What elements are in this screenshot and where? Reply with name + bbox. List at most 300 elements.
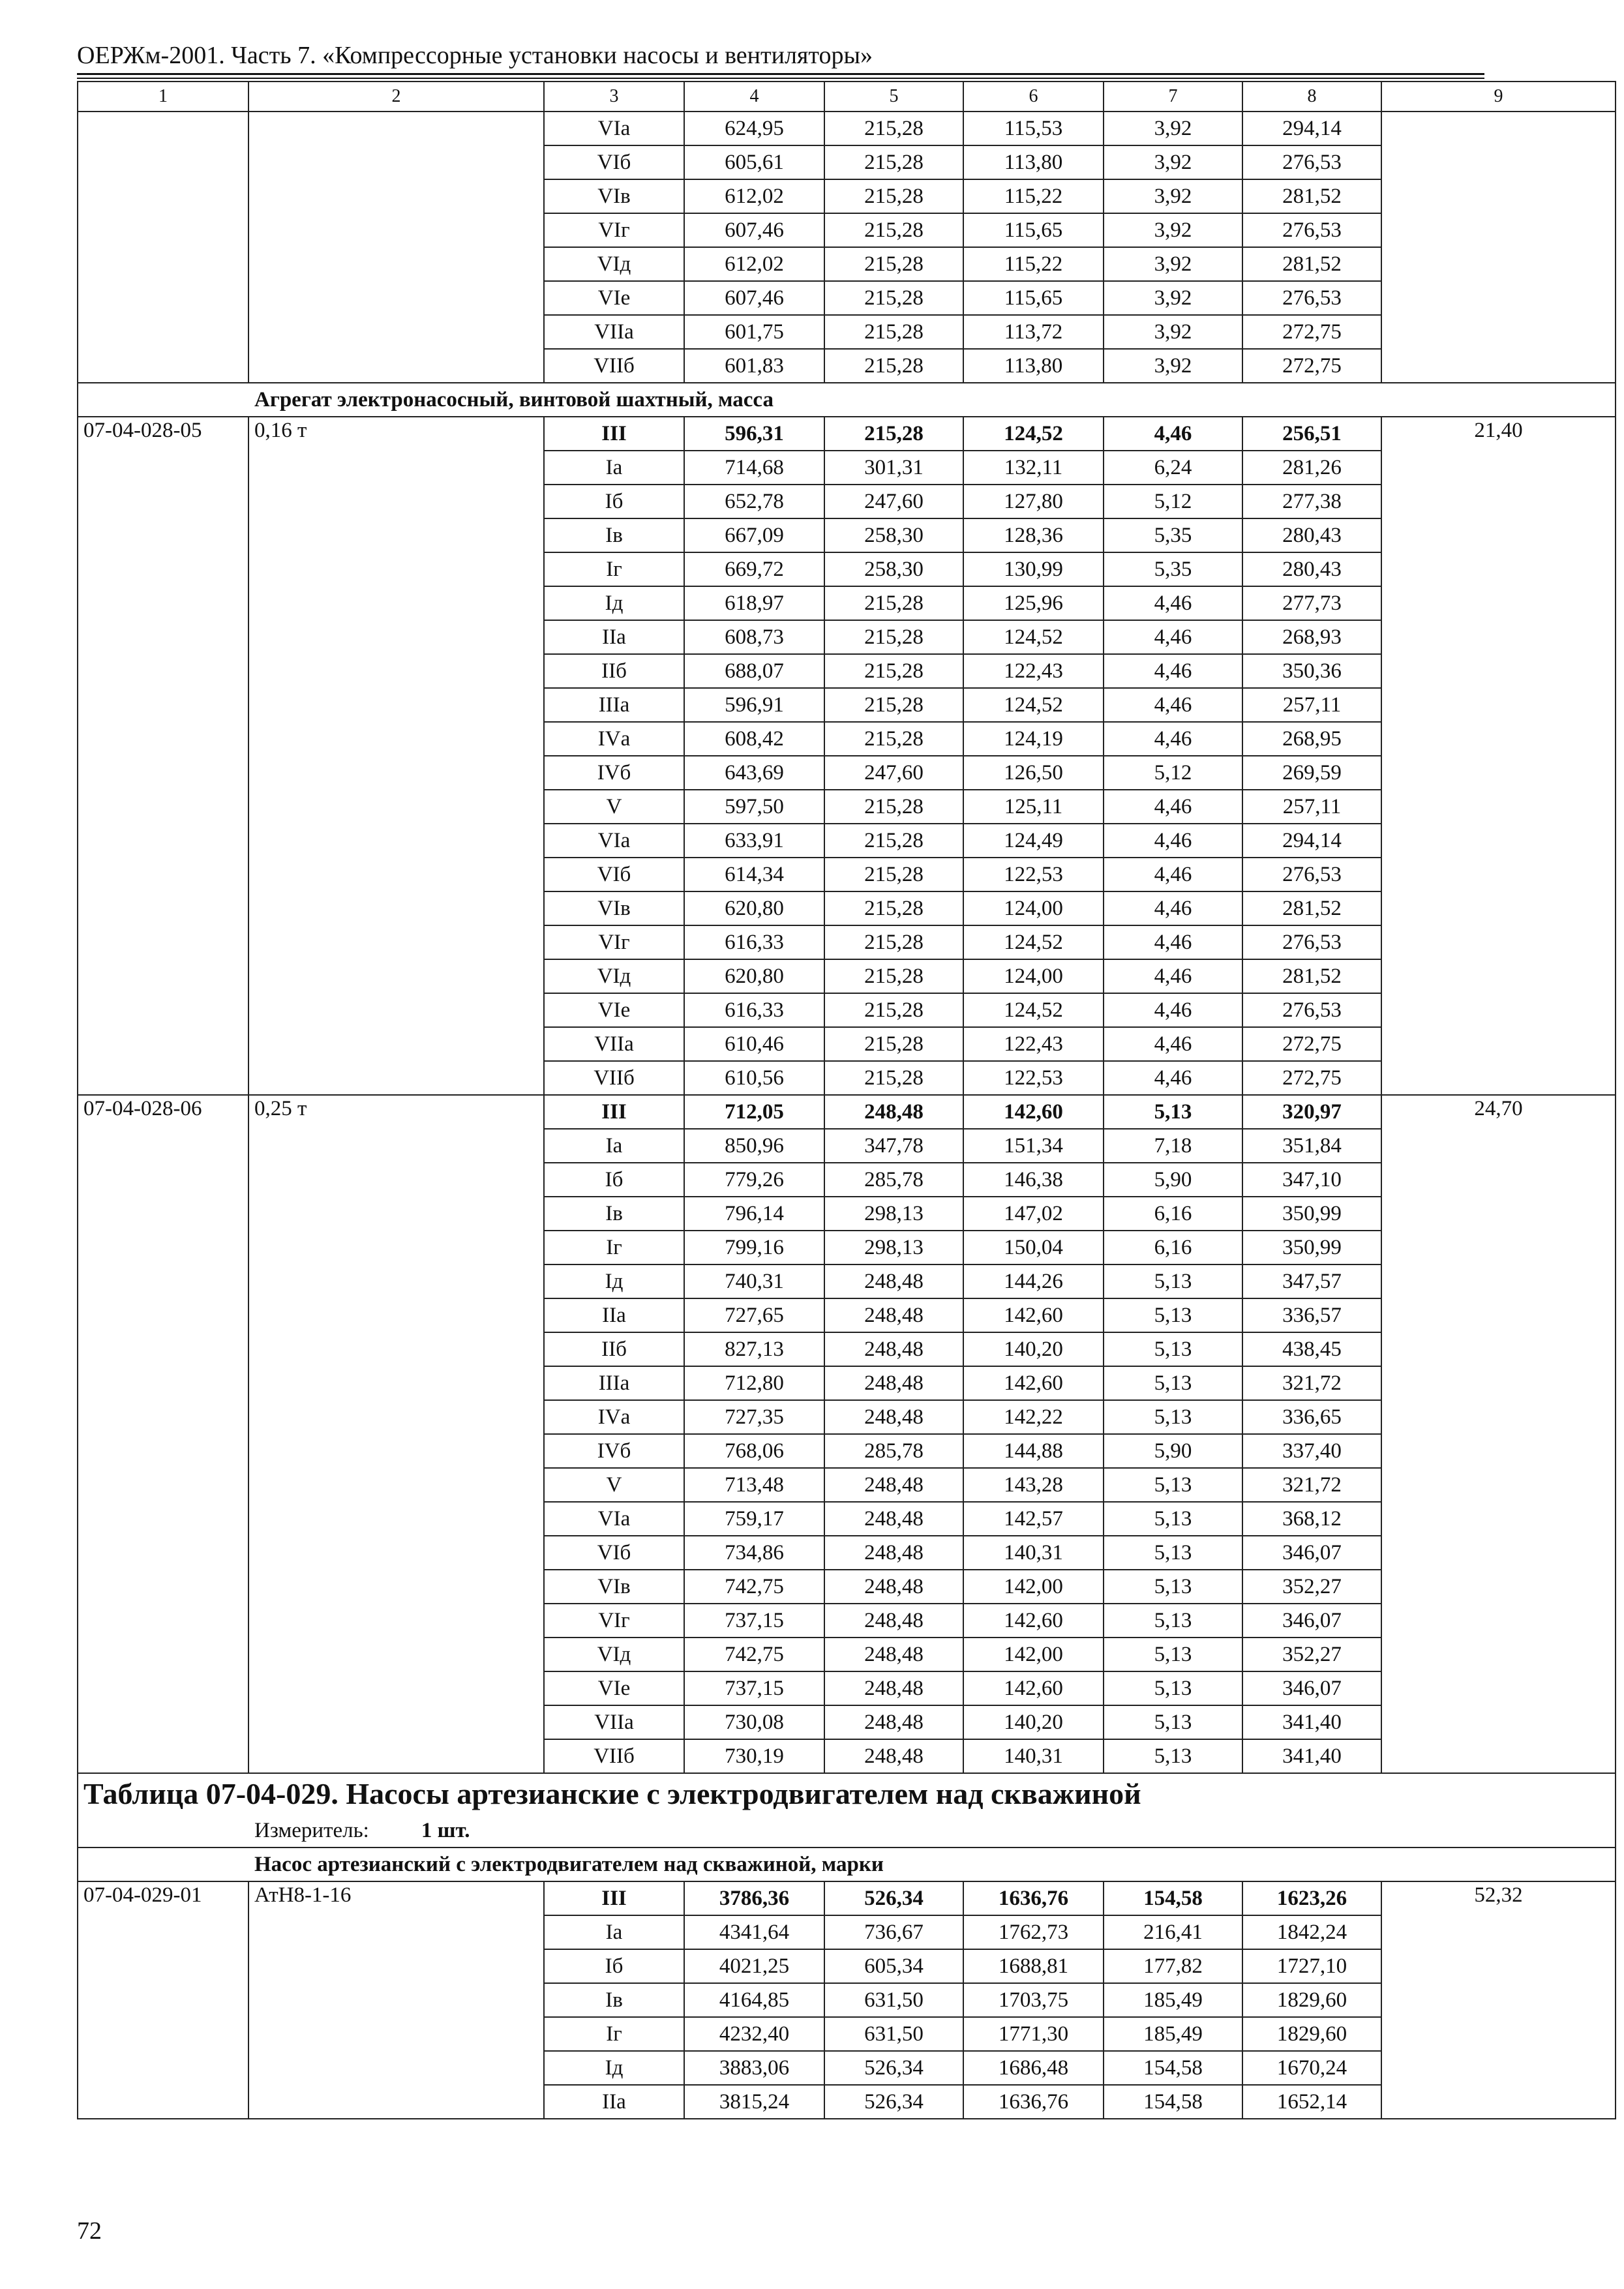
wages: 215,28 [824,247,963,281]
wages: 631,50 [824,2017,963,2051]
machinist-wages: 4,46 [1104,620,1242,654]
materials-cost: 276,53 [1242,858,1381,891]
total-cost: 727,65 [684,1298,824,1332]
machine-cost: 127,80 [963,485,1104,518]
materials-cost: 272,75 [1242,1061,1381,1095]
wages: 215,28 [824,891,963,925]
wages: 248,48 [824,1739,963,1773]
region-zone: Iв [544,1983,684,2017]
region-zone: VIг [544,1604,684,1638]
machinist-wages: 5,90 [1104,1163,1242,1197]
row-code: 07-04-029-01 [78,1881,248,2119]
total-cost: 605,61 [684,145,824,179]
machine-cost: 115,22 [963,247,1104,281]
materials-cost: 352,27 [1242,1570,1381,1604]
materials-cost: 438,45 [1242,1332,1381,1366]
machine-cost: 1771,30 [963,2017,1104,2051]
machine-cost: 132,11 [963,451,1104,485]
machinist-wages: 7,18 [1104,1129,1242,1163]
region-zone: VIIб [544,349,684,383]
materials-cost: 276,53 [1242,281,1381,315]
machine-cost: 126,50 [963,756,1104,790]
total-cost: 620,80 [684,959,824,993]
materials-cost: 346,07 [1242,1604,1381,1638]
labor-cost: 52,32 [1381,1881,1616,2119]
region-zone: Iв [544,1197,684,1231]
machine-cost: 142,60 [963,1095,1104,1129]
materials-cost: 350,36 [1242,654,1381,688]
machinist-wages: 4,46 [1104,925,1242,959]
materials-cost: 272,75 [1242,1027,1381,1061]
region-zone: IIа [544,620,684,654]
region-zone: VIд [544,1638,684,1671]
materials-cost: 321,72 [1242,1366,1381,1400]
machinist-wages: 185,49 [1104,2017,1242,2051]
price-table [77,81,1616,2119]
machinist-wages: 3,92 [1104,349,1242,383]
machine-cost: 113,72 [963,315,1104,349]
total-cost: 827,13 [684,1332,824,1366]
machine-cost: 124,00 [963,891,1104,925]
region-zone: VIе [544,281,684,315]
machine-cost: 151,34 [963,1129,1104,1163]
wages: 347,78 [824,1129,963,1163]
column-number: 4 [684,82,824,112]
wages: 215,28 [824,112,963,145]
total-cost: 768,06 [684,1434,824,1468]
region-zone: IIб [544,654,684,688]
machinist-wages: 5,13 [1104,1739,1242,1773]
wages: 215,28 [824,315,963,349]
materials-cost: 336,65 [1242,1400,1381,1434]
machine-cost: 128,36 [963,518,1104,552]
total-cost: 796,14 [684,1197,824,1231]
machinist-wages: 5,13 [1104,1095,1242,1129]
total-cost: 713,48 [684,1468,824,1502]
machinist-wages: 4,46 [1104,654,1242,688]
total-cost: 3815,24 [684,2085,824,2119]
machine-cost: 140,31 [963,1536,1104,1570]
materials-cost: 269,59 [1242,756,1381,790]
region-zone: VIа [544,824,684,858]
wages: 215,28 [824,858,963,891]
total-cost: 643,69 [684,756,824,790]
measure-cell [78,1814,1616,1848]
materials-cost: 277,38 [1242,485,1381,518]
wages: 247,60 [824,756,963,790]
machine-cost: 143,28 [963,1468,1104,1502]
total-cost: 779,26 [684,1163,824,1197]
machine-cost: 125,96 [963,586,1104,620]
machinist-wages: 5,90 [1104,1434,1242,1468]
machine-cost: 122,53 [963,858,1104,891]
region-zone: Iг [544,2017,684,2051]
header-rule [77,73,1484,75]
total-cost: 616,33 [684,993,824,1027]
total-cost: 737,15 [684,1604,824,1638]
total-cost: 608,73 [684,620,824,654]
region-zone: Iг [544,1231,684,1264]
total-cost: 850,96 [684,1129,824,1163]
wages: 215,28 [824,993,963,1027]
section-heading-row [78,1848,1616,1881]
machinist-wages: 4,46 [1104,993,1242,1027]
wages: 248,48 [824,1095,963,1129]
machine-cost: 140,20 [963,1332,1104,1366]
row-name [248,112,544,383]
machinist-wages: 3,92 [1104,315,1242,349]
column-number: 1 [78,82,248,112]
machinist-wages: 5,12 [1104,485,1242,518]
machinist-wages: 5,13 [1104,1264,1242,1298]
wages: 215,28 [824,586,963,620]
wages: 215,28 [824,688,963,722]
machinist-wages: 5,35 [1104,518,1242,552]
wages: 215,28 [824,213,963,247]
wages: 215,28 [824,179,963,213]
region-zone: IVб [544,756,684,790]
column-number: 8 [1242,82,1381,112]
machinist-wages: 6,24 [1104,451,1242,485]
materials-cost: 256,51 [1242,417,1381,451]
region-zone: VIг [544,213,684,247]
total-cost: 759,17 [684,1502,824,1536]
region-zone: VIIа [544,1027,684,1061]
machinist-wages: 5,13 [1104,1366,1242,1400]
materials-cost: 281,52 [1242,891,1381,925]
region-zone: Iб [544,1163,684,1197]
total-cost: 610,46 [684,1027,824,1061]
materials-cost: 1829,60 [1242,1983,1381,2017]
machine-cost: 122,53 [963,1061,1104,1095]
machinist-wages: 5,13 [1104,1536,1242,1570]
machine-cost: 140,31 [963,1739,1104,1773]
machinist-wages: 5,13 [1104,1604,1242,1638]
materials-cost: 276,53 [1242,145,1381,179]
table-title-row [78,1773,1616,1814]
machine-cost: 113,80 [963,145,1104,179]
table-title: Таблица 07-04-029. Насосы артезианские с электродвигателем над скважиной [78,1773,1616,1814]
machine-cost: 142,00 [963,1638,1104,1671]
row-name: АтН8-1-16 [248,1881,544,2119]
materials-cost: 1727,10 [1242,1949,1381,1983]
materials-cost: 350,99 [1242,1231,1381,1264]
machinist-wages: 5,13 [1104,1298,1242,1332]
region-zone: Iб [544,1949,684,1983]
machine-cost: 142,60 [963,1298,1104,1332]
total-cost: 737,15 [684,1671,824,1705]
machine-cost: 124,52 [963,993,1104,1027]
measure-label: Измеритель: [254,1819,369,1842]
materials-cost: 336,57 [1242,1298,1381,1332]
column-number: 6 [963,82,1104,112]
machinist-wages: 3,92 [1104,112,1242,145]
region-zone: V [544,1468,684,1502]
wages: 526,34 [824,1881,963,1915]
measure-row [78,1814,1616,1848]
wages: 248,48 [824,1536,963,1570]
materials-cost: 268,95 [1242,722,1381,756]
total-cost: 652,78 [684,485,824,518]
machine-cost: 1762,73 [963,1915,1104,1949]
region-zone: IIIа [544,688,684,722]
materials-cost: 321,72 [1242,1468,1381,1502]
total-cost: 730,19 [684,1739,824,1773]
region-zone: VIд [544,959,684,993]
machine-cost: 124,52 [963,688,1104,722]
total-cost: 612,02 [684,179,824,213]
materials-cost: 337,40 [1242,1434,1381,1468]
wages: 248,48 [824,1705,963,1739]
region-zone: Iв [544,518,684,552]
machine-cost: 115,65 [963,213,1104,247]
total-cost: 618,97 [684,586,824,620]
machinist-wages: 3,92 [1104,179,1242,213]
machine-cost: 142,22 [963,1400,1104,1434]
wages: 215,28 [824,417,963,451]
materials-cost: 347,10 [1242,1163,1381,1197]
wages: 526,34 [824,2051,963,2085]
total-cost: 601,75 [684,315,824,349]
wages: 285,78 [824,1163,963,1197]
machine-cost: 115,65 [963,281,1104,315]
total-cost: 740,31 [684,1264,824,1298]
machinist-wages: 4,46 [1104,1027,1242,1061]
wages: 301,31 [824,451,963,485]
wages: 247,60 [824,485,963,518]
materials-cost: 272,75 [1242,349,1381,383]
materials-cost: 1842,24 [1242,1915,1381,1949]
wages: 248,48 [824,1570,963,1604]
machinist-wages: 185,49 [1104,1983,1242,2017]
machine-cost: 124,52 [963,925,1104,959]
total-cost: 4164,85 [684,1983,824,2017]
region-zone: Iг [544,552,684,586]
total-cost: 712,05 [684,1095,824,1129]
machine-cost: 122,43 [963,654,1104,688]
materials-cost: 281,26 [1242,451,1381,485]
machine-cost: 142,60 [963,1604,1104,1638]
region-zone: Iа [544,451,684,485]
machinist-wages: 5,12 [1104,756,1242,790]
machine-cost: 115,22 [963,179,1104,213]
region-zone: IIа [544,1298,684,1332]
materials-cost: 352,27 [1242,1638,1381,1671]
region-zone: VIб [544,1536,684,1570]
region-zone: III [544,1095,684,1129]
labor-cost: 21,40 [1381,417,1616,1095]
wages: 258,30 [824,552,963,586]
wages: 285,78 [824,1434,963,1468]
region-zone: IIб [544,1332,684,1366]
machinist-wages: 5,13 [1104,1671,1242,1705]
region-zone: VIе [544,1671,684,1705]
region-zone: Iа [544,1129,684,1163]
total-cost: 608,42 [684,722,824,756]
machinist-wages: 4,46 [1104,417,1242,451]
machinist-wages: 4,46 [1104,824,1242,858]
row-name: 0,25 т [248,1095,544,1773]
machinist-wages: 5,13 [1104,1332,1242,1366]
machinist-wages: 5,13 [1104,1638,1242,1671]
machinist-wages: 4,46 [1104,586,1242,620]
page-header-title: ОЕРЖм-2001. Часть 7. «Компрессорные установки насосы и вентиляторы» [77,42,873,69]
wages: 631,50 [824,1983,963,2017]
header-rule [77,78,1484,79]
materials-cost: 257,11 [1242,790,1381,824]
section-heading-row [78,383,1616,417]
wages: 215,28 [824,824,963,858]
total-cost: 616,33 [684,925,824,959]
total-cost: 610,56 [684,1061,824,1095]
machinist-wages: 5,35 [1104,552,1242,586]
wages: 215,28 [824,722,963,756]
machine-cost: 144,26 [963,1264,1104,1298]
machine-cost: 147,02 [963,1197,1104,1231]
wages: 248,48 [824,1264,963,1298]
machine-cost: 142,60 [963,1366,1104,1400]
machine-cost: 146,38 [963,1163,1104,1197]
machine-cost: 125,11 [963,790,1104,824]
wages: 215,28 [824,620,963,654]
price-table-body [78,82,1616,2119]
region-zone: VIв [544,179,684,213]
wages: 248,48 [824,1400,963,1434]
materials-cost: 346,07 [1242,1536,1381,1570]
wages: 215,28 [824,1027,963,1061]
region-zone: VIб [544,858,684,891]
region-zone: Iа [544,1915,684,1949]
region-zone: IVб [544,1434,684,1468]
total-cost: 667,09 [684,518,824,552]
wages: 298,13 [824,1197,963,1231]
materials-cost: 277,73 [1242,586,1381,620]
total-cost: 4232,40 [684,2017,824,2051]
materials-cost: 1670,24 [1242,2051,1381,2085]
region-zone: IVа [544,1400,684,1434]
machine-cost: 113,80 [963,349,1104,383]
materials-cost: 341,40 [1242,1739,1381,1773]
machine-cost: 124,52 [963,417,1104,451]
region-zone: VIIа [544,1705,684,1739]
region-zone: VIе [544,993,684,1027]
row-code: 07-04-028-06 [78,1095,248,1773]
region-zone: VIIб [544,1739,684,1773]
materials-cost: 272,75 [1242,315,1381,349]
region-zone: IIIа [544,1366,684,1400]
machine-cost: 124,49 [963,824,1104,858]
materials-cost: 341,40 [1242,1705,1381,1739]
total-cost: 612,02 [684,247,824,281]
machinist-wages: 4,46 [1104,891,1242,925]
machine-cost: 115,53 [963,112,1104,145]
total-cost: 614,34 [684,858,824,891]
total-cost: 714,68 [684,451,824,485]
machine-cost: 142,00 [963,1570,1104,1604]
machine-cost: 1703,75 [963,1983,1104,2017]
machine-cost: 124,52 [963,620,1104,654]
machinist-wages: 3,92 [1104,281,1242,315]
table-row [78,1095,1616,1129]
total-cost: 597,50 [684,790,824,824]
region-zone: VIв [544,891,684,925]
total-cost: 607,46 [684,213,824,247]
materials-cost: 1623,26 [1242,1881,1381,1915]
materials-cost: 276,53 [1242,213,1381,247]
wages: 248,48 [824,1298,963,1332]
region-zone: Iд [544,2051,684,2085]
wages: 526,34 [824,2085,963,2119]
machine-cost: 122,43 [963,1027,1104,1061]
total-cost: 596,91 [684,688,824,722]
column-number: 9 [1381,82,1616,112]
wages: 215,28 [824,281,963,315]
wages: 248,48 [824,1638,963,1671]
machine-cost: 142,60 [963,1671,1104,1705]
machinist-wages: 5,13 [1104,1705,1242,1739]
machine-cost: 144,88 [963,1434,1104,1468]
column-number: 5 [824,82,963,112]
machinist-wages: 5,13 [1104,1400,1242,1434]
machinist-wages: 3,92 [1104,213,1242,247]
machinist-wages: 6,16 [1104,1231,1242,1264]
wages: 248,48 [824,1604,963,1638]
machine-cost: 1688,81 [963,1949,1104,1983]
machinist-wages: 154,58 [1104,2051,1242,2085]
materials-cost: 294,14 [1242,112,1381,145]
machine-cost: 1636,76 [963,1881,1104,1915]
machinist-wages: 6,16 [1104,1197,1242,1231]
wages: 298,13 [824,1231,963,1264]
total-cost: 734,86 [684,1536,824,1570]
materials-cost: 294,14 [1242,824,1381,858]
wages: 248,48 [824,1366,963,1400]
materials-cost: 351,84 [1242,1129,1381,1163]
materials-cost: 281,52 [1242,959,1381,993]
column-number: 3 [544,82,684,112]
wages: 605,34 [824,1949,963,1983]
machinist-wages: 177,82 [1104,1949,1242,1983]
region-zone: VIа [544,1502,684,1536]
total-cost: 624,95 [684,112,824,145]
wages: 215,28 [824,790,963,824]
section-heading: Агрегат электронасосный, винтовой шахтный, масса [78,383,1616,417]
wages: 248,48 [824,1468,963,1502]
materials-cost: 281,52 [1242,179,1381,213]
machinist-wages: 154,58 [1104,2085,1242,2119]
total-cost: 596,31 [684,417,824,451]
machinist-wages: 4,46 [1104,722,1242,756]
wages: 215,28 [824,654,963,688]
wages: 258,30 [824,518,963,552]
region-zone: Iб [544,485,684,518]
wages: 736,67 [824,1915,963,1949]
materials-cost: 1829,60 [1242,2017,1381,2051]
total-cost: 712,80 [684,1366,824,1400]
total-cost: 730,08 [684,1705,824,1739]
wages: 215,28 [824,145,963,179]
page-number: 72 [77,2217,102,2245]
column-number: 2 [248,82,544,112]
wages: 248,48 [824,1332,963,1366]
materials-cost: 280,43 [1242,518,1381,552]
materials-cost: 281,52 [1242,247,1381,281]
section-heading: Насос артезианский с электродвигателем над скважиной, марки [78,1848,1616,1881]
region-zone: VIIб [544,1061,684,1095]
machinist-wages: 154,58 [1104,1881,1242,1915]
wages: 215,28 [824,349,963,383]
wages: 215,28 [824,959,963,993]
